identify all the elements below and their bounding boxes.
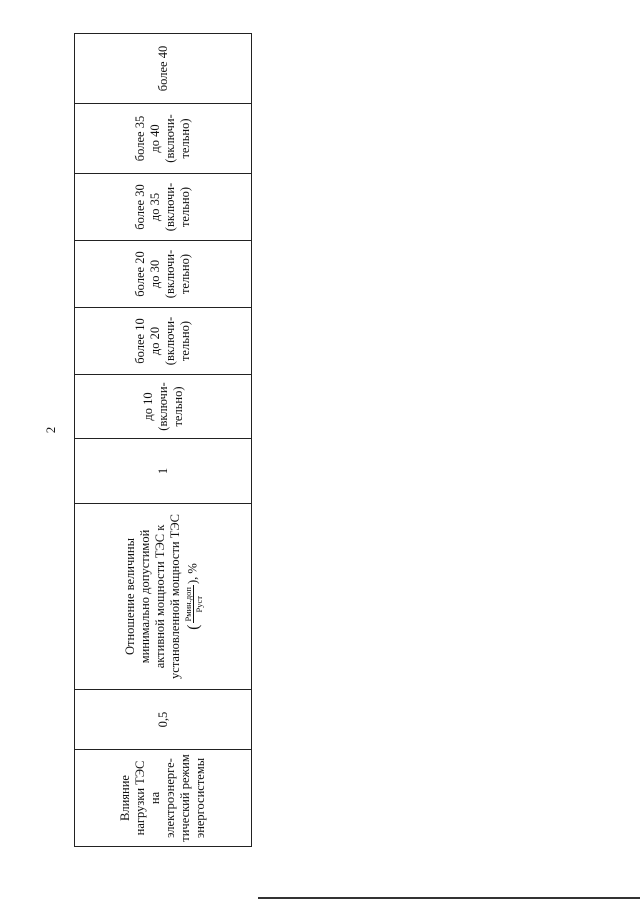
formula-denominator: Pуст [193, 596, 204, 613]
score-value: 1 [75, 439, 252, 504]
influence-label: Влияние нагрузки ТЭС на электроэнерге- тический режим энергосистемы [75, 750, 252, 847]
formula-fraction [183, 585, 204, 623]
formula-numerator: Pмин.доп [182, 587, 193, 622]
range-cell: более 30 до 35 (включи- тельно) [75, 174, 252, 241]
table-row [75, 34, 252, 847]
rotated-table [74, 34, 252, 847]
range-cell: более 10 до 20 (включи- тельно) [75, 308, 252, 375]
page-number: 2 [43, 426, 58, 434]
range-cell: более 20 до 30 (включи- тельно) [75, 241, 252, 308]
range-cell: до 10 (включи- тельно) [75, 375, 252, 439]
formula-open-paren: ( [184, 624, 202, 630]
weight-value: 0,5 [75, 690, 252, 750]
criteria-table [74, 33, 252, 847]
bottom-rule [258, 897, 640, 899]
range-cell: более 35 до 40 (включи- тельно) [75, 104, 252, 174]
formula-close: ), % [184, 563, 199, 585]
ratio-label: Отношение величины минимально допустимой активной мощности ТЭС к установленной мощности ТЭС [122, 514, 182, 679]
ratio-formula [183, 508, 204, 685]
ratio-cell [75, 504, 252, 690]
range-cell: более 40 [75, 34, 252, 104]
